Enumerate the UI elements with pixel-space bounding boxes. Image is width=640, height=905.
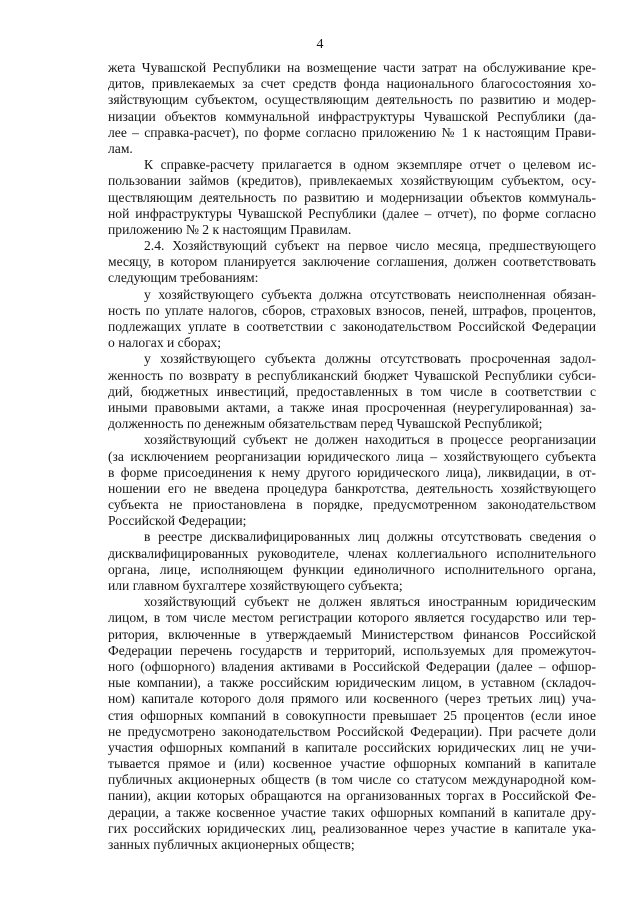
- text-line: органа, лице, исполняющем функции единоличного исполнительного органа,: [108, 561, 596, 577]
- page-number: 4: [316, 37, 324, 52]
- text-line: лее – справка-расчет), по форме согласно приложению № 1 к настоящим Прави-: [108, 124, 596, 140]
- text-line: субъекта не приостановлена в порядке, предусмотренном законодательством: [108, 497, 596, 513]
- text-line: ритория, включенные в утверждаемый Министерством финансов Российской: [108, 626, 596, 642]
- text-line: дисквалифицированных руководителе, членах коллегиального исполнительного: [108, 545, 596, 561]
- text-line: ношении его не введена процедура банкротства, деятельность хозяйствующего: [108, 480, 596, 496]
- text-line: хозяйствующий субъект не должен находиться в процессе реорганизации: [144, 432, 596, 448]
- text-line: (за исключением реорганизации юридического лица – хозяйствующего субъекта: [108, 448, 596, 464]
- text-line: Федерации перечень государств и территорий, используемых для промежуточ-: [108, 642, 596, 658]
- text-line: или главном бухгалтере хозяйствующего субъекта;: [108, 578, 403, 593]
- text-line: низации объектов коммунальной инфраструктуры Чувашской Республики (да-: [108, 108, 596, 124]
- text-line: дитов, привлекаемых за счет средств фонда национального благосостояния хо-: [108, 76, 596, 92]
- text-line: в реестре дисквалифицированных лиц должны отсутствовать сведения о: [144, 529, 596, 545]
- document-body: [108, 60, 596, 853]
- text-line: дерации, а также косвенное участие таких офшорных компаний в капитале дру-: [108, 804, 596, 820]
- text-line: ность по уплате налогов, сборов, страховых взносов, пеней, штрафов, процентов,: [108, 302, 596, 318]
- text-line: месяцу, в котором планируется заключение соглашения, должен соответствовать: [108, 254, 596, 270]
- text-line: следующим требованиям:: [108, 270, 259, 286]
- text-line: занных публичных акционерных обществ;: [108, 837, 355, 852]
- text-line: женность по возврату в республиканский бюджет Чувашской Республики субси-: [108, 367, 596, 383]
- text-line: тывается прямое и (или) косвенное участие офшорных компаний в капитале: [108, 756, 596, 772]
- text-line: зяйствующим субъектом, осуществляющим деятельность по развитию и модер-: [108, 92, 596, 108]
- text-line: дий, бюджетных инвестиций, предоставленных в том числе в соответствии с: [108, 383, 596, 399]
- text-line: долженность по денежным обязательствам перед Чувашской Республикой;: [108, 416, 543, 432]
- text-line: не предусмотрено законодательством Российской Федерации). При расчете доли: [108, 723, 596, 739]
- text-line: пании), акции которых обращаются на организованных торгах в Российской Фе-: [108, 788, 596, 804]
- text-line: подлежащих уплате в соответствии с законодательством Российской Федерации: [108, 319, 596, 334]
- text-line: в форме присоединения к нему другого юридического лица), ликвидации, в от-: [108, 464, 596, 480]
- text-line: публичных акционерных обществ (в том числе со статусом международной ком-: [108, 772, 596, 788]
- text-line: Российской Федерации;: [108, 513, 247, 529]
- text-line: участия офшорных компаний в капитале российских юридических лиц не учи-: [108, 739, 596, 755]
- text-line: лам.: [108, 140, 133, 156]
- text-line: ном) капитале которого доля прямого или косвенного (через третьих лиц) уча-: [108, 691, 596, 707]
- text-line: ществляющим деятельность по развитию и модернизации объектов коммуналь-: [108, 189, 596, 205]
- text-line: приложению № 2 к настоящим Правилам.: [108, 221, 352, 237]
- text-line: 2.4. Хозяйствующий субъект на первое число месяца, предшествующего: [144, 238, 596, 254]
- text-line: лицом, в том числе местом регистрации которого является государство или тер-: [108, 610, 596, 626]
- text-line: иными правовыми актами, а также иная просроченная (неурегулированная) за-: [108, 399, 596, 415]
- text-line: о налогах и сборах;: [108, 335, 221, 351]
- text-line: хозяйствующий субъект не должен являться иностранным юридическим: [144, 594, 596, 610]
- text-line: жета Чувашской Республики на возмещение части затрат на обслуживание кре-: [108, 60, 596, 75]
- text-line: ные компании), а также российским юридическим лицом, в уставном (складоч-: [108, 675, 596, 691]
- text-line: стия офшорных компаний в совокупности превышает 25 процентов (если иное: [108, 707, 596, 723]
- text-line: ного (офшорного) владения активами в Российской Федерации (далее – офшор-: [108, 658, 596, 674]
- text-line: пользовании займов (кредитов), привлекаемых хозяйствующим субъектом, осу-: [108, 173, 596, 189]
- text-line: гих российских юридических лиц, реализованное через участие в капитале ука-: [108, 820, 596, 836]
- text-line: ной инфраструктуры Чувашской Республики (далее – отчет), по форме согласно: [108, 205, 596, 221]
- text-line: у хозяйствующего субъекта должны отсутствовать просроченная задол-: [144, 351, 596, 367]
- text-line: К справке-расчету прилагается в одном экземпляре отчет о целевом ис-: [144, 157, 596, 173]
- text-line: у хозяйствующего субъекта должна отсутствовать неисполненная обязан-: [144, 286, 596, 302]
